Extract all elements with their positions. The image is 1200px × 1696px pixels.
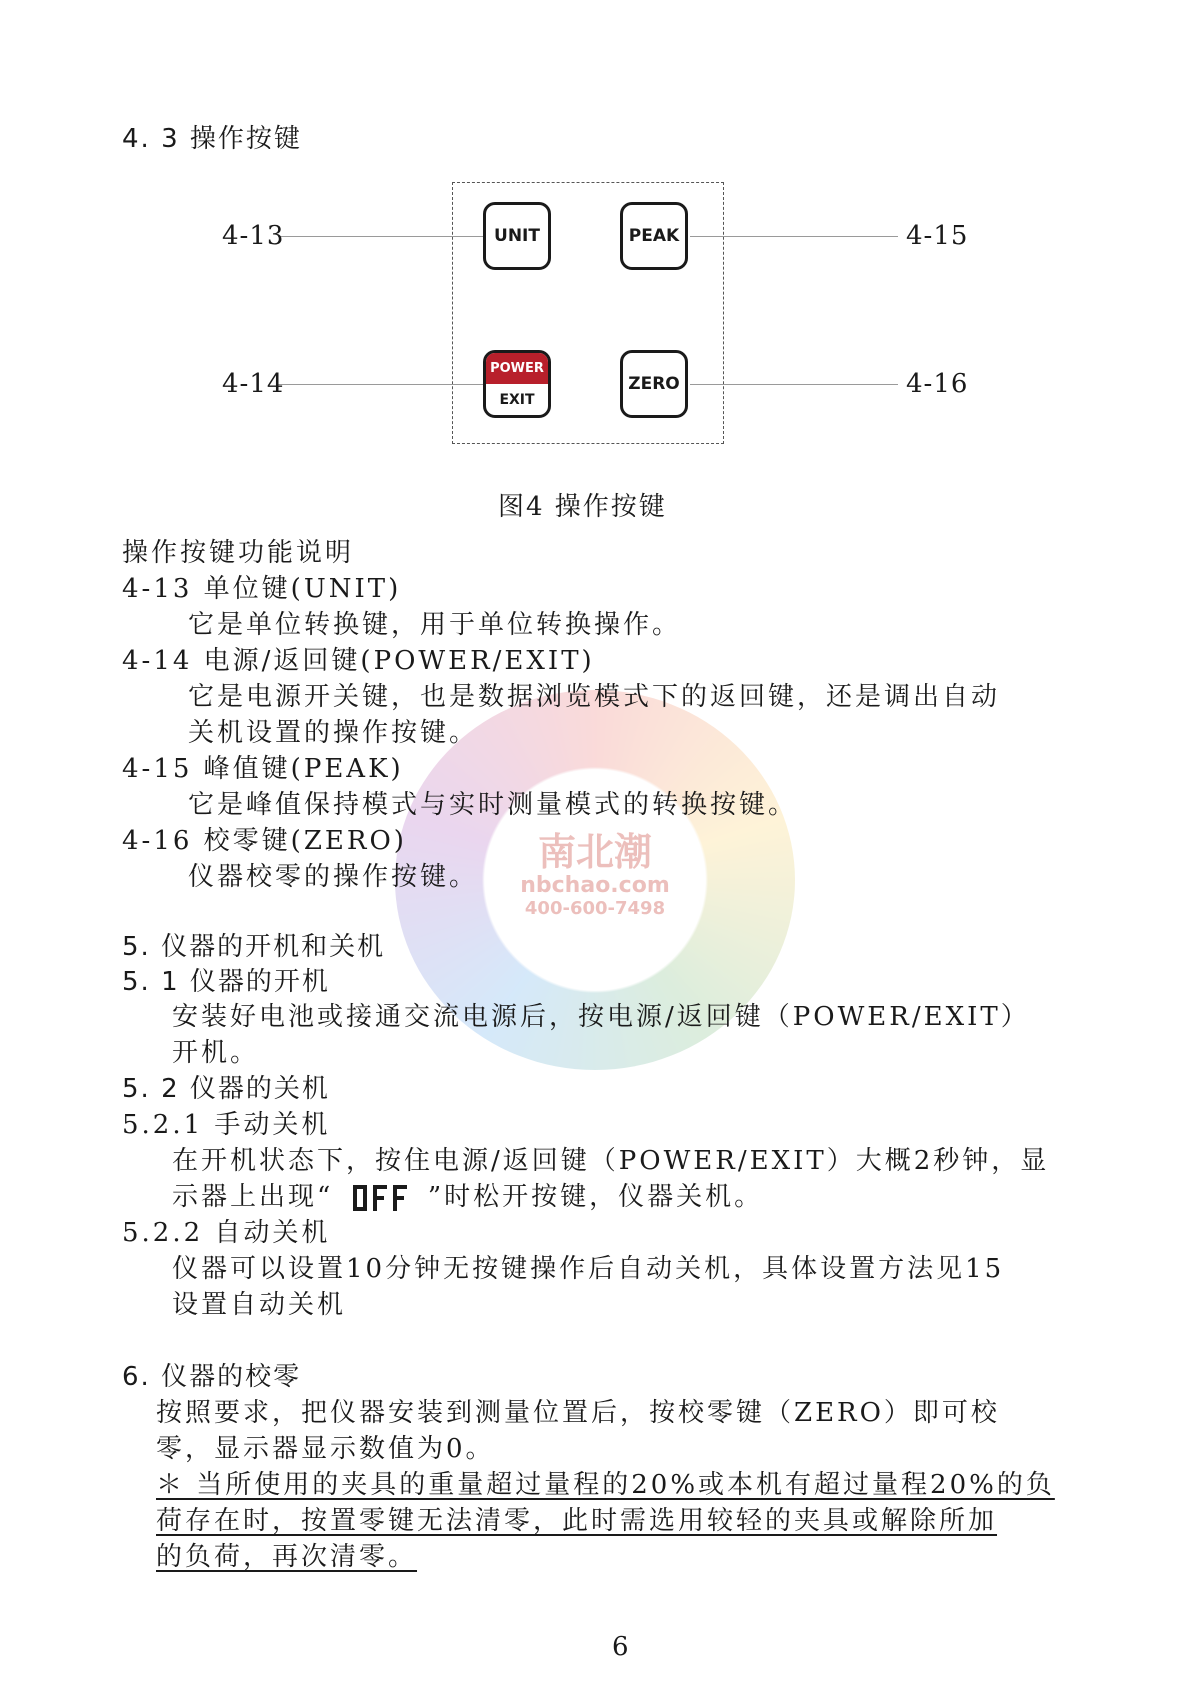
page-number: 6 [612,1632,629,1662]
exit-key-label: EXIT [499,391,535,408]
callout-4-14: 4-14 [222,369,285,399]
section-6-line-2: 零，显示器显示数值为0。 [156,1434,495,1464]
leader-line-4-13 [278,236,484,237]
item-4-16-desc: 仪器校零的操作按键。 [188,862,479,892]
leader-line-4-15 [690,236,898,237]
watermark-text: 南北潮 nbchao.com 400-600-7498 [520,830,670,919]
figure-caption: 图4 操作按键 [498,492,667,522]
peak-key: PEAK [620,202,688,270]
section-4-3-heading: 4. 3 操作按键 [122,124,302,154]
section-6-note-line-2: 荷存在时，按置零键无法清零，此时需选用较轻的夹具或解除所加 [156,1506,998,1536]
item-4-16-label: 4-16 校零键(ZERO) [122,826,407,856]
section-5-2-1-line-1: 在开机状态下，按住电源/返回键（POWER/EXIT）大概2秒钟，显 [172,1146,1050,1176]
item-4-14-label: 4-14 电源/返回键(POWER/EXIT) [122,646,595,676]
callout-4-15: 4-15 [906,221,969,251]
callout-4-16: 4-16 [906,369,969,399]
power-key-label: POWER [486,353,548,384]
item-4-15-desc: 它是峰值保持模式与实时测量模式的转换按键。 [188,790,798,820]
section-5-2-1-heading: 5.2.1 手动关机 [122,1110,331,1140]
item-4-14-desc-2: 关机设置的操作按键。 [188,718,479,748]
section-5-2-2-line-1: 仪器可以设置10分钟无按键操作后自动关机，具体设置方法见15 [172,1254,1005,1284]
section-6-note-line-3: 的负荷，再次清零。 [156,1542,418,1572]
section-5-2-1-line-2: 示器上出现“ ”时松开按键，仪器关机。 [172,1182,764,1212]
section-6-line-1: 按照要求，把仪器安装到测量位置后，按校零键（ZERO）即可校 [156,1398,1000,1428]
functions-title: 操作按键功能说明 [122,538,355,568]
section-5-2-heading: 5. 2 仪器的关机 [122,1074,330,1104]
zero-key: ZERO [620,350,688,418]
item-4-14-desc-1: 它是电源开关键，也是数据浏览模式下的返回键，还是调出自动 [188,682,1001,712]
off-segment-display [351,1184,411,1212]
section-6-note-line-1: ＊ 当所使用的夹具的重量超过量程的20%或本机有超过量程20%的负 [156,1470,1055,1500]
unit-key: UNIT [483,202,551,270]
power-exit-key [483,350,551,418]
section-5-2-2-line-2: 设置自动关机 [172,1290,347,1320]
item-4-13-label: 4-13 单位键(UNIT) [122,574,402,604]
section-5-2-2-heading: 5.2.2 自动关机 [122,1218,331,1248]
section-5-heading: 5. 仪器的开机和关机 [122,932,386,962]
leader-line-4-14 [278,384,484,385]
section-5-1-heading: 5. 1 仪器的开机 [122,967,330,997]
item-4-15-label: 4-15 峰值键(PEAK) [122,754,404,784]
item-4-13-desc: 它是单位转换键，用于单位转换操作。 [188,610,682,640]
section-5-1-line-2: 开机。 [172,1038,260,1068]
leader-line-4-16 [690,384,898,385]
section-5-1-line-1: 安装好电池或接通交流电源后，按电源/返回键（POWER/EXIT） [172,1002,1030,1032]
callout-4-13: 4-13 [222,221,285,251]
section-6-heading: 6. 仪器的校零 [122,1362,302,1392]
